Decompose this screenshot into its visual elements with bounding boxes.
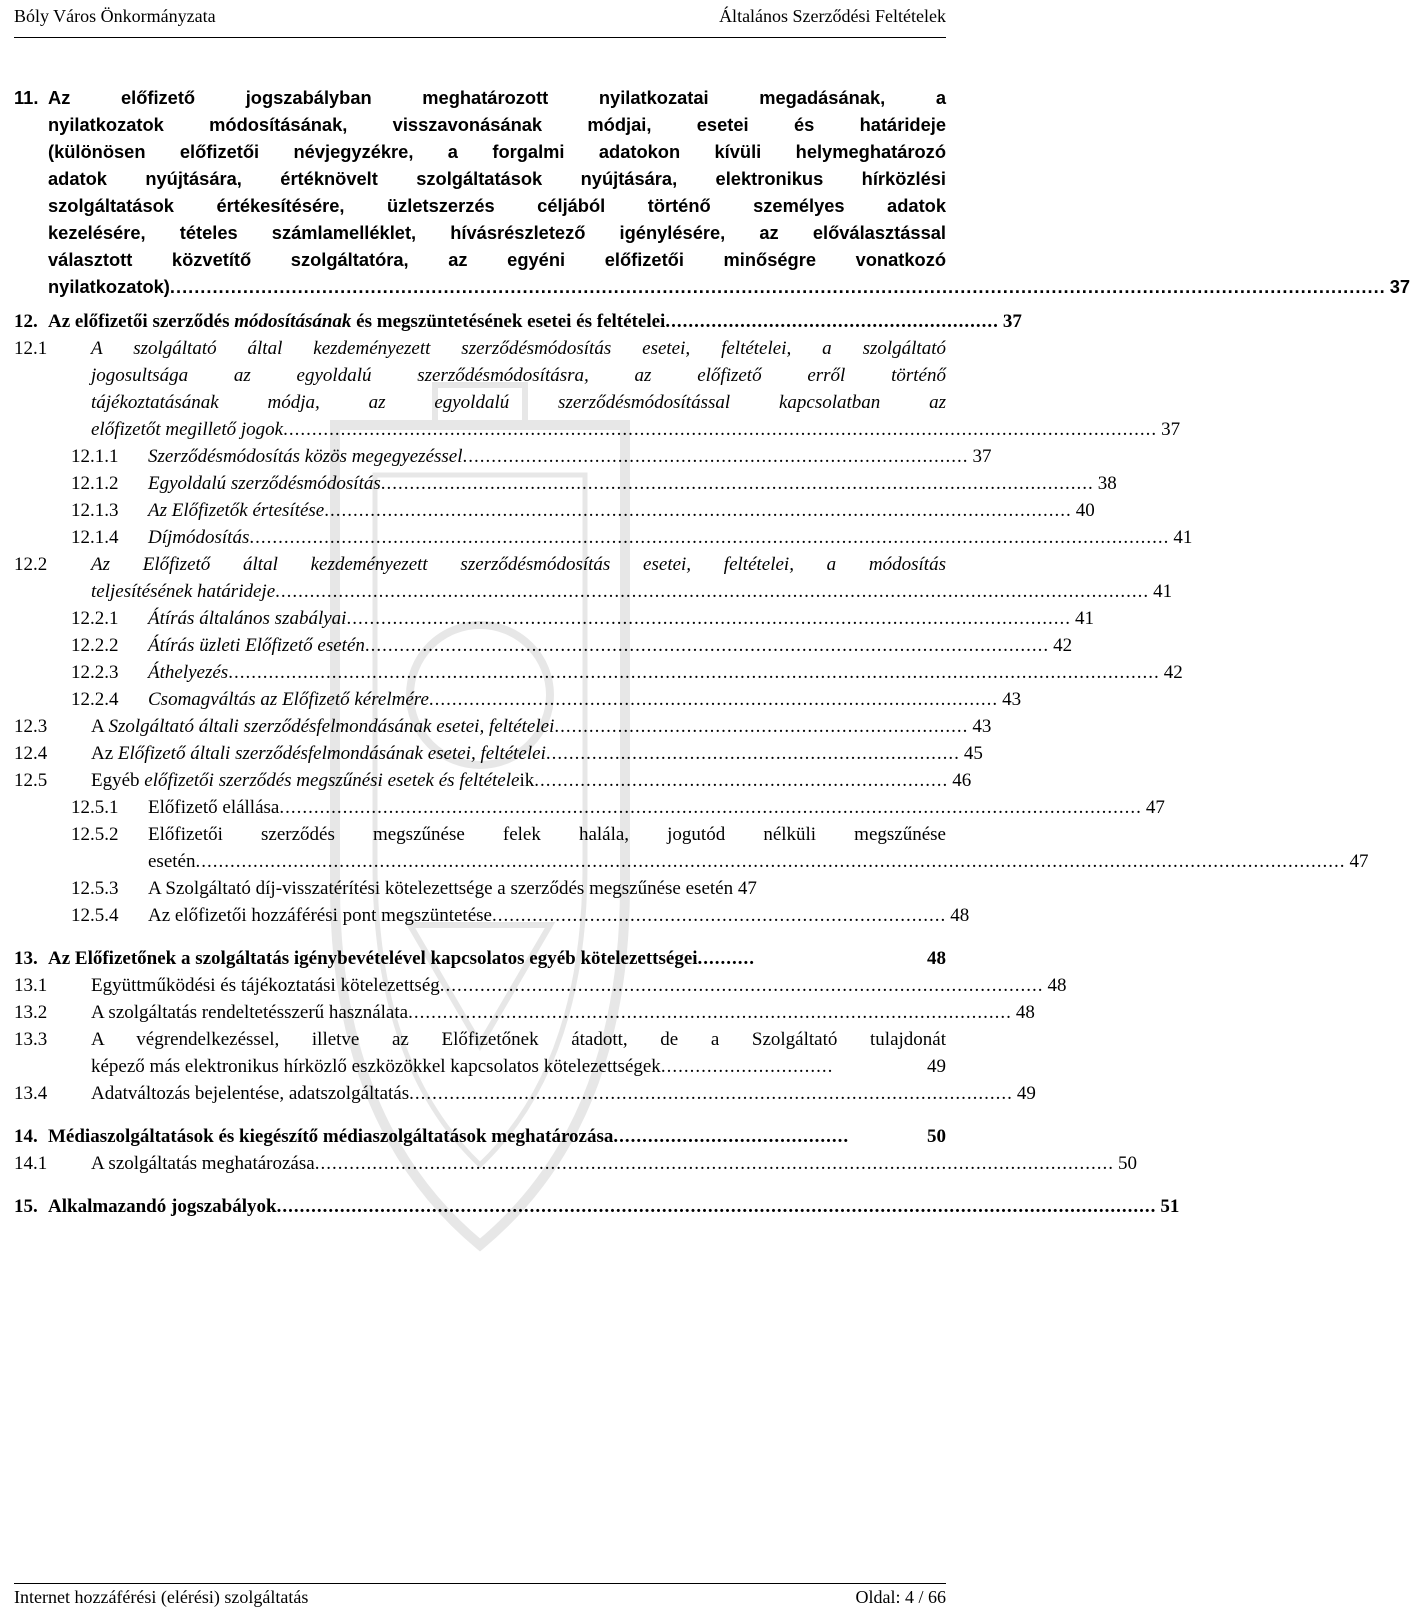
toc-number: 12.2 xyxy=(14,554,48,575)
toc-page-number: 41 xyxy=(1074,608,1094,629)
toc-title: esetén xyxy=(148,851,196,872)
toc-page-number: 49 xyxy=(927,1056,946,1077)
toc-entry-12-1-2[interactable] xyxy=(14,470,1117,497)
toc-leader-dots: ........................................................................................ xyxy=(462,446,969,467)
toc-title: Az Előfizetők értesítése xyxy=(148,500,325,521)
toc-leader-dots: ........................................................................................................................................................ xyxy=(283,419,1158,440)
toc-entry-13-3[interactable] xyxy=(14,1026,946,1080)
toc-entry-14[interactable] xyxy=(14,1123,946,1150)
toc-leader-dots: ................................................................................................................................................................ xyxy=(249,527,1170,548)
toc-entry-12-5-4[interactable] xyxy=(14,902,970,929)
toc-number: 12.2.2 xyxy=(71,635,119,656)
toc-page-number: 37 xyxy=(1161,419,1181,440)
toc-leader-dots: ......................................................................................................... xyxy=(439,975,1044,996)
toc-entry-12-5-1[interactable] xyxy=(14,794,1165,821)
toc-leader-dots: .......................................................... xyxy=(665,311,999,332)
toc-page-number: 46 xyxy=(952,770,972,791)
toc-page-number: 41 xyxy=(1153,581,1173,602)
toc-entry-12-5-3[interactable] xyxy=(14,875,946,902)
toc-number: 14. xyxy=(14,1126,38,1147)
toc-number: 12.5.3 xyxy=(71,878,119,899)
toc-page-number: 51 xyxy=(1160,1196,1180,1217)
toc-line: jogosultsága az egyoldalú szerződésmódosításra, az előfizető erről történő xyxy=(91,365,946,386)
toc-page-number: 37 xyxy=(972,446,992,467)
toc-entry-12-1-4[interactable] xyxy=(14,524,1193,551)
toc-title: képező más elektronikus hírközlő eszközökkel kapcsolatos kötelezettségek xyxy=(91,1056,661,1077)
toc-title-part: Az előfizetői szerződés xyxy=(48,311,235,332)
toc-entry-12[interactable] xyxy=(14,308,1022,335)
toc-leader-dots: ......................................................................................................................................................... xyxy=(276,1196,1157,1217)
footer-rule xyxy=(14,1583,946,1584)
header-document-title: Általános Szerződési Feltételek xyxy=(719,6,946,26)
toc-line: (különösen előfizetői névjegyzékre, a forgalmi adatokon kívüli helymeghatározó xyxy=(48,141,946,162)
toc-title-part: módosításának xyxy=(234,311,352,332)
toc-leader-dots: ......................................... xyxy=(613,1126,850,1147)
toc-leader-dots: ........................................................................ xyxy=(534,770,949,791)
toc-number: 13.3 xyxy=(14,1029,48,1050)
toc-number: 13.1 xyxy=(14,975,48,996)
toc-entry-12-2-1[interactable] xyxy=(14,605,1094,632)
toc-entry-12-1[interactable] xyxy=(14,335,1181,443)
toc-number: 14.1 xyxy=(14,1153,48,1174)
toc-title xyxy=(91,767,534,794)
toc-leader-dots: .............................................................................................................................. xyxy=(346,608,1071,629)
toc-number: 12.5.1 xyxy=(71,797,119,818)
toc-leader-dots: .......... xyxy=(697,948,756,969)
page-header xyxy=(14,2,946,34)
toc-title-part: és megszüntetésének esetei és feltételei xyxy=(351,311,666,332)
toc-page-number: 50 xyxy=(927,1126,946,1147)
toc-page-number: 45 xyxy=(963,743,983,764)
toc-page-number: 42 xyxy=(1163,662,1183,683)
toc-leader-dots: ........................................................................................................................................................ xyxy=(275,581,1150,602)
toc-number: 13.2 xyxy=(14,1002,48,1023)
toc-leader-dots: ................................................................................................... xyxy=(428,689,999,710)
toc-line: adatok nyújtására, értéknövelt szolgáltatások nyújtására, elektronikus hírközlési xyxy=(48,168,946,189)
toc-entry-12-5[interactable] xyxy=(14,767,972,794)
toc-title-part: Előfizető általi szerződésfelmondásának esetei, feltételei xyxy=(117,743,546,764)
toc-page-number: 48 xyxy=(1047,975,1067,996)
toc-line: Az Előfizető által kezdeményezett szerződésmódosítás esetei, feltételei, a módosítás xyxy=(91,554,946,575)
toc-number: 12.2.3 xyxy=(71,662,119,683)
toc-line: választott közvetítő szolgáltatóra, az egyéni előfizetői minőségre vonatkozó xyxy=(48,249,946,270)
toc-page-number: 43 xyxy=(1002,689,1022,710)
toc-title: Egyoldalú szerződésmódosítás xyxy=(148,473,381,494)
toc-title xyxy=(48,308,665,335)
toc-title: Csomagváltás az Előfizető kérelmére xyxy=(148,689,429,710)
toc-number: 15. xyxy=(14,1196,38,1217)
toc-page-number: 47 xyxy=(1145,797,1165,818)
toc-title: A Szolgáltató díj-visszatérítési kötelezettsége a szerződés megszűnése esetén 47 xyxy=(148,878,757,899)
toc-number: 12.1.3 xyxy=(71,500,119,521)
toc-leader-dots: .................................................................................................................................. xyxy=(324,500,1072,521)
toc-number: 12.1.4 xyxy=(71,527,119,548)
toc-title: nyilatkozatok) xyxy=(48,276,170,297)
toc-title-part: Az xyxy=(91,743,118,764)
toc-title-part: Egyéb xyxy=(91,770,145,791)
toc-title: Szerződésmódosítás közös megegyezéssel xyxy=(148,446,463,467)
toc-line: nyilatkozatok módosításának, visszavonásának módjai, esetei és határideje xyxy=(48,114,946,135)
toc-number: 12.2.1 xyxy=(71,608,119,629)
toc-title: Díjmódosítás xyxy=(148,527,250,548)
toc-leader-dots: ....................................................................................................................... xyxy=(364,635,1050,656)
toc-page-number: 38 xyxy=(1097,473,1117,494)
header-organization: Bóly Város Önkormányzata xyxy=(14,6,216,26)
toc-leader-dots: .................................................................................................................................................................. xyxy=(228,662,1160,683)
toc-line: A végrendelkezéssel, illetve az Előfizetőnek átadott, de a Szolgáltató tulajdonát xyxy=(91,1029,946,1050)
toc-number: 12.2.4 xyxy=(71,689,119,710)
toc-page-number: 43 xyxy=(972,716,992,737)
toc-leader-dots: ........................................................................ xyxy=(554,716,969,737)
toc-page-number: 49 xyxy=(1016,1083,1036,1104)
toc-title: A szolgáltatás meghatározása xyxy=(91,1153,315,1174)
toc-leader-dots: ........................................................................................................................................... xyxy=(314,1153,1114,1174)
toc-title: Az Előfizetőnek a szolgáltatás igénybevételével kapcsolatos egyéb kötelezettségei xyxy=(48,948,698,969)
toc-entry-12-2[interactable] xyxy=(14,551,1173,605)
toc-leader-dots: ............................................................................... xyxy=(491,905,947,926)
toc-number: 12. xyxy=(14,311,38,332)
toc-number: 12.1 xyxy=(14,338,48,359)
table-of-contents xyxy=(14,84,1410,1220)
toc-entry-13-4[interactable] xyxy=(14,1080,1036,1107)
toc-number: 12.1.1 xyxy=(71,446,119,467)
toc-title: Áthelyezés xyxy=(148,662,229,683)
toc-title: Médiaszolgáltatások és kiegészítő médiaszolgáltatások meghatározása xyxy=(48,1126,614,1147)
toc-entry-15[interactable] xyxy=(14,1193,1180,1220)
footer-page-indicator: Oldal: 4 / 66 xyxy=(855,1587,946,1607)
toc-page-number: 50 xyxy=(1117,1153,1137,1174)
toc-title: Alkalmazandó jogszabályok xyxy=(48,1196,277,1217)
toc-title xyxy=(91,740,546,767)
footer-service-name: Internet hozzáférési (elérési) szolgáltatás xyxy=(14,1587,309,1607)
toc-line: tájékoztatásának módja, az egyoldalú szerződésmódosítással kapcsolatban az xyxy=(91,392,946,413)
toc-title: Az előfizetői hozzáférési pont megszüntetése xyxy=(148,905,492,926)
toc-title: Átírás üzleti Előfizető esetén xyxy=(148,635,365,656)
toc-page-number: 48 xyxy=(1015,1002,1035,1023)
toc-line: Előfizetői szerződés megszűnése felek halála, jogutód nélküli megszűnése xyxy=(148,824,946,845)
toc-title: Együttműködési és tájékoztatási kötelezettség xyxy=(91,975,440,996)
toc-title-part: A xyxy=(91,716,109,737)
toc-title: Adatváltozás bejelentése, adatszolgáltatás xyxy=(91,1083,410,1104)
toc-title-part: előfizetői szerződés megszűnési esetek és feltétele xyxy=(144,770,520,791)
toc-leader-dots: .............................. xyxy=(660,1056,834,1077)
toc-page-number: 40 xyxy=(1075,500,1095,521)
toc-page-number: 48 xyxy=(950,905,970,926)
toc-page-number: 37 xyxy=(1002,311,1022,332)
toc-leader-dots: ......................................................................................................... xyxy=(408,1002,1012,1023)
toc-number: 12.3 xyxy=(14,716,48,737)
toc-title-part: ik xyxy=(519,770,535,791)
toc-line: Az előfizető jogszabályban meghatározott nyilatkozatai megadásának, a xyxy=(48,87,946,108)
toc-title: Átírás általános szabályai xyxy=(148,608,347,629)
toc-line: szolgáltatások értékesítésére, üzletszerzés céljából történő személyes adatok xyxy=(48,195,946,216)
toc-title: előfizetőt megillető jogok xyxy=(91,419,284,440)
toc-title xyxy=(91,713,554,740)
toc-leader-dots: ......................................................................................................... xyxy=(409,1083,1013,1104)
toc-entry-14-1[interactable] xyxy=(14,1150,1137,1177)
toc-page-number: 41 xyxy=(1173,527,1193,548)
toc-entry-12-1-1[interactable] xyxy=(14,443,992,470)
toc-entry-12-5-2[interactable] xyxy=(14,821,1369,875)
toc-entry-13[interactable] xyxy=(14,945,946,972)
toc-entry-13-1[interactable] xyxy=(14,972,1067,999)
header-rule xyxy=(14,37,946,38)
toc-entry-11[interactable] xyxy=(14,84,1410,300)
toc-page-number: 47 xyxy=(1349,851,1369,872)
toc-number: 12.4 xyxy=(14,743,48,764)
toc-page-number: 48 xyxy=(927,948,946,969)
toc-entry-12-2-3[interactable] xyxy=(14,659,1183,686)
toc-leader-dots: ........................................................................ xyxy=(545,743,960,764)
toc-title: Előfizető elállása xyxy=(148,797,280,818)
toc-number: 13.4 xyxy=(14,1083,48,1104)
toc-line: kezelésére, tételes számlamelléklet, hívásrészletező igénylésére, az előválasztással xyxy=(48,222,946,243)
toc-entry-12-1-3[interactable] xyxy=(14,497,1095,524)
toc-title: teljesítésének határideje xyxy=(91,581,276,602)
toc-page-number: 37 xyxy=(1389,276,1410,297)
toc-title-part: Szolgáltató általi szerződésfelmondásának esetei, feltételei xyxy=(108,716,555,737)
toc-leader-dots: ............................................................................................................................ xyxy=(380,473,1094,494)
toc-number: 12.1.2 xyxy=(71,473,119,494)
toc-number: 12.5.2 xyxy=(71,824,119,845)
toc-title: A szolgáltatás rendeltetésszerű használata xyxy=(91,1002,409,1023)
toc-entry-12-2-4[interactable] xyxy=(14,686,1022,713)
toc-entry-12-2-2[interactable] xyxy=(14,632,1073,659)
toc-leader-dots: ........................................................................................................................................................................................................ xyxy=(169,276,1386,297)
toc-entry-12-3[interactable] xyxy=(14,713,992,740)
toc-number: 11. xyxy=(14,87,39,108)
toc-entry-12-4[interactable] xyxy=(14,740,983,767)
toc-leader-dots: ........................................................................................................................................................................................................ xyxy=(195,851,1346,872)
toc-page-number: 42 xyxy=(1053,635,1073,656)
toc-line: A szolgáltató által kezdeményezett szerződésmódosítás esetei, feltételei, a szolgáltató xyxy=(91,338,946,359)
toc-leader-dots: ...................................................................................................................................................... xyxy=(279,797,1142,818)
toc-entry-13-2[interactable] xyxy=(14,999,1035,1026)
toc-number: 12.5.4 xyxy=(71,905,119,926)
toc-number: 13. xyxy=(14,948,38,969)
toc-number: 12.5 xyxy=(14,770,48,791)
